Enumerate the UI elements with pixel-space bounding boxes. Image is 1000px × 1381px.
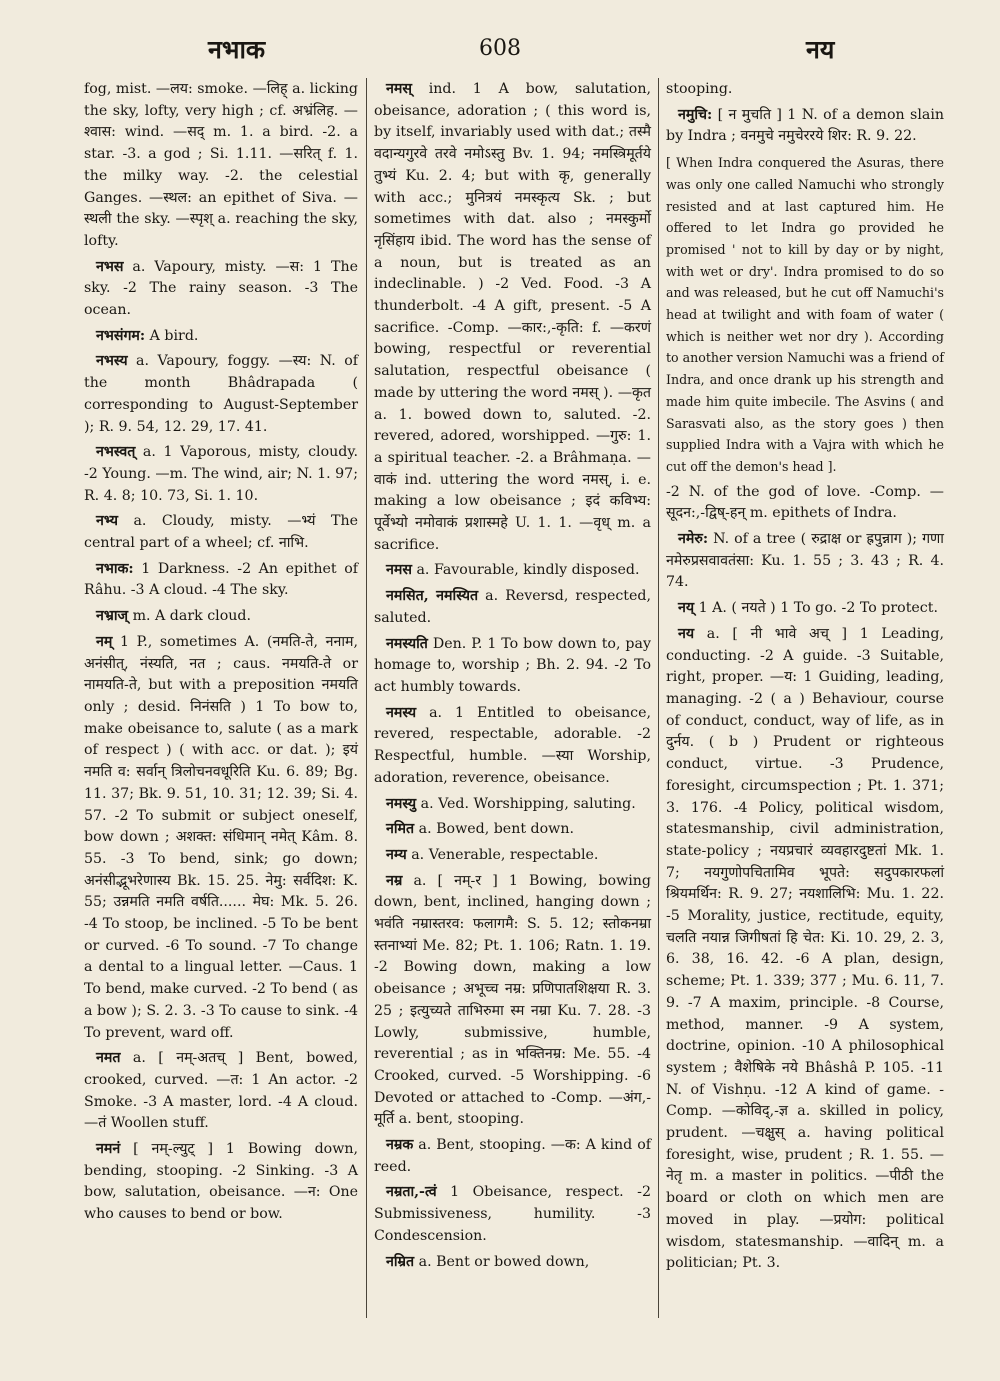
entry-headword: नमुचि:: [678, 106, 713, 123]
entry-headword: नभस्वत्: [96, 444, 136, 461]
entry-headword: नमनं: [96, 1141, 121, 1158]
entry-text: a. Cloudy, misty. —भ्यं The central part of a wheel; cf. नाभि.: [84, 513, 358, 552]
entry-text: a. Vapoury, foggy. —स्य: N. of the month Bhâdrapada ( corresponding to August-September ); R. 9. 54, 12. 29, 17. 41.: [84, 353, 358, 435]
entry-text: a. Bowed, bent down.: [414, 821, 574, 838]
entry-headword: नमस्य: [386, 704, 417, 721]
dictionary-entry: [84, 351, 358, 438]
entry-headword: नमसित, नमस्यित: [386, 588, 479, 605]
entry-headword: नमस्यति: [386, 635, 428, 652]
dictionary-entry: [666, 79, 944, 101]
dictionary-entry: [84, 326, 358, 348]
entry-text: N. of a tree ( रुद्राक्ष or ह्रपुन्नाग ); गणा नमेरुप्रसवावतंसा: Ku. 1. 55 ; 3. 43 ; R. 4. 74.: [666, 531, 944, 591]
entry-headword: नभ्राज्: [96, 608, 129, 625]
entry-headword: नभस्य: [96, 353, 128, 370]
entry-headword: नमस्: [386, 81, 412, 97]
dictionary-entry: [666, 482, 944, 525]
dictionary-entry: [374, 819, 651, 841]
entry-text: a. 1 Entitled to obeisance, revered, respectable, adorable. -2 Respectful, humble. —स्या Worship, adoration, reverence, obeisance.: [374, 704, 651, 786]
entry-text: A bird.: [145, 327, 199, 344]
page-number: 608: [479, 36, 521, 61]
dictionary-entry: [84, 632, 358, 1044]
dictionary-entry: [374, 845, 651, 867]
entry-headword: नभ्य: [96, 513, 119, 530]
dictionary-entry: [374, 1182, 651, 1247]
column-divider: [366, 78, 367, 1318]
dictionary-entry: [374, 560, 651, 582]
entry-headword: नय: [678, 625, 695, 642]
dictionary-entry: [84, 79, 358, 253]
dictionary-entry: [84, 442, 358, 507]
entry-headword: नभस: [96, 258, 124, 275]
entry-text: a. [ नी भावे अच् ] 1 Leading, conducting. -2 A guide. -3 Suitable, right, proper. —य: 1 Guiding, leading, managing. -2 ( a ) Behaviour, course of conduct, conduct, way of life, as in दुर्नय. ( b ) Prudent or righteous conduct, virtue. -3 Prudence, foresight, circumspection ; Pt. 1. 371; 3. 176. -4 Policy, political wisdom, statesmanship, civil administration, state-policy ; नयप्रचारं व्यवहारदुष्टतां Mk. 1. 7; नयगुणोपचितामिव भूपते: सदुपकारफलां श्रियमर्थिन: R. 9. 27; नयशालिभि: Mu. 1. 22. -5 Morality, justice, rectitude, equity, चलति नयान्न जिगीषतां हि चेत: Ki. 10. 29, 2. 3, 6. 38, 16. 42. -6 A plan, design, scheme; Pt. 1. 339; 377 ; Mu. 6. 11, 7. 9. -7 A maxim, principle. -8 Course, method, manner. -9 A system, doctrine, opinion. -10 A philosophical system ; वैशेषिके नये Bhâshâ P. 105. -11 N. of Vishṇu. -12 A kind of game. -Comp. —कोविद्,-ज्ञ a. skilled in policy, prudent. —चक्षुस् a. having political foresight, wise, prudent ; R. 1. 55. —नेतृ m. a master in politics. —पीठी the board or cloth on which men are moved in play. —प्रयोग: political wisdom, statesmanship. —वादिन् m. a politician; Pt. 3.: [666, 625, 944, 1272]
dictionary-entry: [84, 606, 358, 628]
right-guide-word: नय: [806, 35, 835, 64]
entry-text: [ When Indra conquered the Asuras, there was only one called Namuchi who strongly resisted and at last captured him. He offered to let Indra go provided he promised ' not to kill by day or by night, with wet or dry'. Indra promised to do so and was released, but he cut off Namuchi's head at twilight and with foam of water ( which is neither wet nor dry ). According to another version Namuchi was a friend of Indra, and once drank up his strength and made him quite imbecile. The Asvins ( and Sarasvati also, as the story goes ) then supplied Indra with a Vajra with which he cut off the demon's head ].: [666, 155, 944, 474]
dictionary-entry: [374, 586, 651, 629]
dictionary-entry: [374, 1135, 651, 1178]
entry-text: a. Venerable, respectable.: [406, 846, 599, 863]
entry-text: a. Favourable, kindly disposed.: [411, 562, 640, 579]
entry-text: a. Bent or bowed down,: [414, 1253, 590, 1270]
entry-text: m. A dark cloud.: [128, 608, 251, 625]
entry-headword: नम्रता,-त्वं: [386, 1184, 437, 1201]
entry-headword: नम्र: [386, 872, 403, 889]
dictionary-entry: [84, 511, 358, 554]
entry-text: [ न मुचति ] 1 N. of a demon slain by Indra ; वनमुचे नमुचेररये शिर: R. 9. 22.: [666, 106, 944, 145]
dictionary-entry: [374, 794, 651, 816]
entry-headword: नम्: [96, 633, 113, 650]
entry-text: 1 Obeisance, respect. -2 Submissiveness, humility. -3 Condescension.: [374, 1184, 651, 1244]
entry-text: 1 Darkness. -2 An epithet of Râhu. -3 A cloud. -4 The sky.: [84, 560, 358, 599]
dictionary-entry: [84, 1139, 358, 1226]
dictionary-entry: [84, 1048, 358, 1135]
entry-text: a. Ved. Worshipping, saluting.: [416, 795, 636, 812]
dictionary-entry: [374, 871, 651, 1131]
entry-headword: नमस्यु: [386, 795, 417, 812]
entry-text: a. 1 Vaporous, misty, cloudy. -2 Young. —m. The wind, air; N. 1. 97; R. 4. 8; 10. 73, Si. 1. 10.: [84, 444, 358, 504]
column-divider: [658, 78, 659, 1318]
entry-headword: नम्रक: [386, 1137, 414, 1154]
entry-headword: नमित: [386, 821, 415, 838]
entry-text: a. [ नम्-अतच् ] Bent, bowed, crooked, curved. —त: 1 An actor. -2 Smoke. -3 A master, lord. -4 A cloud. —तं Woollen stuff.: [84, 1050, 358, 1132]
column-middle: [374, 79, 651, 1277]
entry-text: stooping.: [666, 81, 733, 97]
dictionary-entry: [666, 529, 944, 594]
entry-text: -2 N. of the god of love. -Comp. —सूदन:,-द्विष्-हन् m. epithets of Indra.: [666, 483, 944, 522]
entry-headword: नय्: [678, 600, 695, 617]
entry-headword: नम्रित: [386, 1253, 415, 1270]
entry-headword: नम्य: [386, 846, 407, 863]
entry-text: a. Reversd, respected, saluted.: [374, 588, 651, 626]
entry-text: ind. 1 A bow, salutation, obeisance, adoration ; ( this word is, by itself, invariably used with dat.; तस्मै वदान्यगुरवे तरवे नमोऽस्तु Bv. 1. 94; नमस्त्रिमूर्तये तुभ्यं Ku. 2. 4; but with कृ, generally with acc.; मुनित्रयं नमस्कृत्य Sk. ; but sometimes with dat. also ; नमस्कुर्मो नृसिंहाय ibid. The word has the sense of a noun, but is treated as an indeclinable. ) -2 Ved. Food. -3 A thunderbolt. -4 A gift, present. -5 A sacrifice. -Comp. —कार:,-कृति: f. —करणं bowing, respectful or reverential salutation, respectful obeisance ( made by uttering the word नमस् ). —कृत a. 1. bowed down to, saluted. -2. revered, adored, worshipped. —गुरु: 1. a spiritual teacher. -2. a Brâhmaṇa. —वाकं ind. uttering the word नमस्, i. e. making a low obeisance ; इदं कविभ्य: पूर्वेभ्यो नमोवाकं प्रशास्महे U. 1. 1. —वृध् m. a sacrifice.: [374, 81, 651, 553]
entry-text: a. Vapoury, misty. —स: 1 The sky. -2 The rainy season. -3 The ocean.: [84, 258, 358, 319]
dictionary-entry: [374, 634, 651, 699]
dictionary-entry: [84, 559, 358, 602]
entry-headword: नभसंगम:: [96, 327, 146, 344]
page-header: [0, 30, 1000, 70]
dictionary-entry: [666, 624, 944, 1275]
entry-headword: नमत: [96, 1050, 121, 1067]
entry-text: [ नम्-ल्युट् ] 1 Bowing down, bending, stooping. -2 Sinking. -3 A bow, salutation, obeisance. —न: One who causes to bend or bow.: [84, 1141, 358, 1223]
entry-text: a. Bent, stooping. —क: A kind of reed.: [374, 1137, 651, 1175]
dictionary-entry: [84, 257, 358, 322]
entry-text: a. [ नम्-र ] 1 Bowing, bowing down, bent, inclined, hanging down ; भवंति नम्रास्तरव: फलागमै: S. 5. 12; स्तोकनम्रा स्तनाभ्यां Me. 82; Pt. 1. 106; Ratn. 1. 19. -2 Bowing down, making a low obeisance ; अभूच्च नम्र: प्रणिपातशिक्षया R. 3. 25 ; इत्युच्यते ताभिरुमा स्म नम्रा Ku. 7. 28. -3 Lowly, submissive, humble, reverential ; as in भक्तिनम्र: Me. 55. -4 Crooked, curved. -5 Worshipping. -6 Devoted or attached to -Comp. —अंग,-मूर्ति a. bent, stooping.: [374, 872, 651, 1128]
legend-note: [666, 152, 944, 478]
dictionary-entry: [666, 598, 944, 620]
entry-text: Den. P. 1 To bow down to, pay homage to, worship ; Bh. 2. 94. -2 To act humbly towards.: [374, 635, 651, 695]
column-left: [84, 79, 358, 1230]
entry-text: fog, mist. —लय: smoke. —लिह् a. licking the sky, lofty, very high ; cf. अभ्रंलिह. —श्वास: wind. —सद् m. 1. a bird. -2. a star. -3. a god ; Si. 1.11. —सरित् f. 1. the milky way. -2. the celestial Ganges. —स्थल: an epithet of Siva. —स्थली the sky. —स्पृश् a. reaching the sky, lofty.: [84, 81, 358, 249]
entry-headword: नमेरु:: [678, 531, 709, 548]
dictionary-entry: [374, 703, 651, 790]
entry-text: 1 A. ( नयते ) 1 To go. -2 To protect.: [694, 600, 938, 617]
entry-text: 1 P., sometimes A. (नमति-ते, ननाम, अनंसीत्, नंस्यति, नत ; caus. नमयति-ते or नामयति-ते, but with a preposition नमयति only ; desid. निनंसति ) 1 To bow to, make obeisance to, salute ( as a mark of respect ) ( with acc. or dat. ); इयं नमति व: सर्वान् त्रिलोचनवधूरिति Ku. 6. 89; Bg. 11. 37; Bk. 9. 51, 10. 31; 12. 39; Si. 4. 57. -2 To submit or subject oneself, bow down ; अशक्त: संधिमान् नमेत् Kâm. 8. 55. -3 To bend, sink; go down; अनंसीद्भूभरेणास्य Bk. 15. 25. नेमु: सर्वदिश: K. 55; उन्नमति नमति वर्षति...... मेघ: Mk. 5. 26. -4 To stoop, be inclined. -5 To be bent or curved. -6 To sound. -7 To change a dental to a lingual letter. —Caus. 1 To bend, make curved. -2 To bend ( as a bow ); S. 2. 3. -3 To cause to sink. -4 To prevent, ward off.: [84, 633, 358, 1041]
dictionary-entry: [374, 1252, 651, 1274]
dictionary-entry: [666, 105, 944, 148]
entry-headword: नभाक:: [96, 560, 134, 577]
entry-headword: नमस: [386, 562, 412, 579]
dictionary-entry: [374, 79, 651, 556]
left-guide-word: नभाक: [208, 35, 266, 64]
column-right: [666, 79, 944, 1279]
